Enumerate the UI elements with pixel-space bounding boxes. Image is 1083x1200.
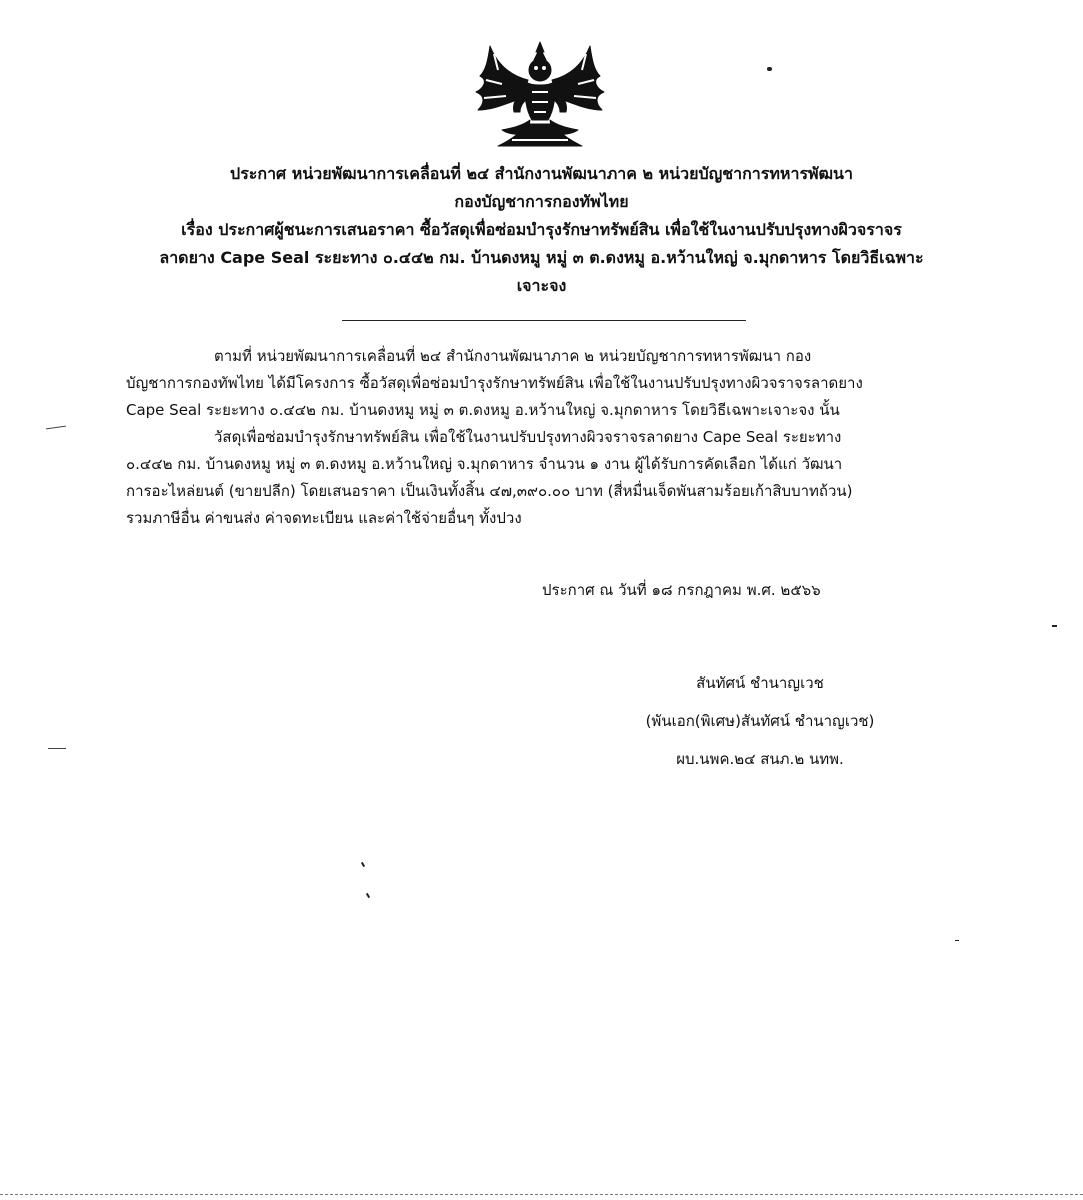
heading-divider [342, 320, 746, 321]
paragraph-2-line-3: การอะไหล่ยนต์ (ขายปลีก) โดยเสนอราคา เป็นเงินทั้งสิ้น ๔๗,๓๙๐.๐๐ บาท (สี่หมื่นเจ็ดพันสามร้อยเก้าสิบบาทถ้วน) [126, 482, 853, 500]
scan-mark [48, 748, 66, 749]
heading-line-1: ประกาศ หน่วยพัฒนาการเคลื่อนที่ ๒๔ สำนักงานพัฒนาภาค ๒ หน่วยบัญชาการทหารพัฒนา [230, 164, 853, 183]
scan-speck [1052, 625, 1057, 627]
scan-mark [46, 426, 66, 430]
signatory-full-name: (พันเอก(พิเศษ)สันทัศน์ ชำนาญเวช) [645, 712, 875, 730]
scan-speck [361, 862, 365, 867]
page-bottom-edge [0, 1194, 1083, 1195]
paragraph-2-line-1: วัสดุเพื่อซ่อมบำรุงรักษาทรัพย์สิน เพื่อใช้ในงานปรับปรุงทางผิวจราจรลาดยาง Cape Seal ระยะทาง [214, 428, 842, 446]
paragraph-1-line-1: ตามที่ หน่วยพัฒนาการเคลื่อนที่ ๒๔ สำนักงานพัฒนาภาค ๒ หน่วยบัญชาการทหารพัฒนา กอง [214, 347, 812, 365]
announcement-date: ประกาศ ณ วันที่ ๑๘ กรกฎาคม พ.ศ. ๒๕๖๖ [542, 581, 821, 599]
heading-line-3: เรื่อง ประกาศผู้ชนะการเสนอราคา ซื้อวัสดุเพื่อซ่อมบำรุงรักษาทรัพย์สิน เพื่อใช้ในงานปรับปรุงทางผิวจราจร [181, 220, 902, 239]
announcement-heading [60, 160, 1023, 300]
scan-speck [767, 67, 772, 71]
scan-speck [366, 893, 370, 898]
paragraph-2-line-2: ๐.๔๔๒ กม. บ้านดงหมู หมู่ ๓ ต.ดงหมู อ.หว้านใหญ่ จ.มุกดาหาร จำนวน ๑ งาน ผู้ได้รับการคัดเลือก ได้แก่ วัฒนา [126, 455, 843, 473]
scan-speck [955, 940, 959, 941]
paragraph-1-line-2: บัญชาการกองทัพไทย ได้มีโครงการ ซื้อวัสดุเพื่อซ่อมบำรุงรักษาทรัพย์สิน เพื่อใช้ในงานปรับปรุงทางผิวจราจรลาดยาง [126, 374, 863, 392]
signatory-name: สันทัศน์ ชำนาญเวช [696, 674, 824, 692]
announcement-body [126, 343, 956, 532]
signature-block [600, 664, 920, 778]
paragraph-2-line-4: รวมภาษีอื่น ค่าขนส่ง ค่าจดทะเบียน และค่าใช้จ่ายอื่นๆ ทั้งปวง [126, 509, 522, 527]
paragraph-1-line-3: Cape Seal ระยะทาง ๐.๔๔๒ กม. บ้านดงหมู หมู่ ๓ ต.ดงหมู อ.หว้านใหญ่ จ.มุกดาหาร โดยวิธีเฉพาะเจาะจง นั้น [126, 401, 840, 419]
signatory-position: ผบ.นพค.๒๔ สนภ.๒ นทพ. [676, 750, 844, 768]
heading-line-2: กองบัญชาการกองทัพไทย [454, 192, 629, 211]
heading-line-4: ลาดยาง Cape Seal ระยะทาง ๐.๔๔๒ กม. บ้านดงหมู หมู่ ๓ ต.ดงหมู อ.หว้านใหญ่ จ.มุกดาหาร โดยวิธีเฉพาะ [159, 248, 924, 267]
garuda-emblem-icon [472, 40, 608, 150]
heading-line-5: เจาะจง [516, 276, 567, 295]
